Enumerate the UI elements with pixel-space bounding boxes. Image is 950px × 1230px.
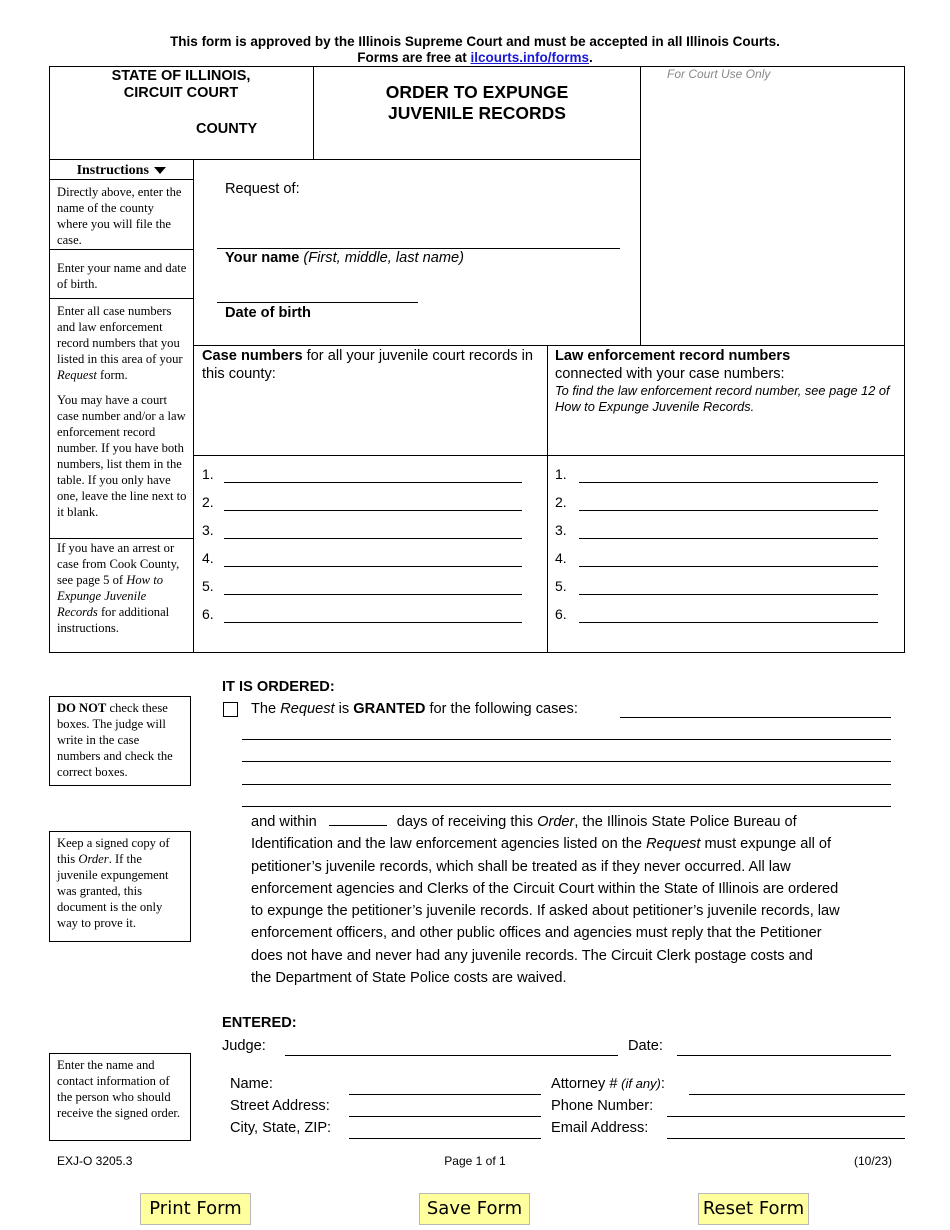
attorney-label (551, 1076, 665, 1092)
dob-line[interactable] (217, 302, 418, 303)
divider (49, 159, 641, 160)
granted-statement (251, 701, 578, 717)
granted-cases-line[interactable] (620, 717, 891, 718)
text: Enter all case numbers and law enforcement record numbers that you listed in this area of your (57, 304, 183, 366)
order-line: does not have and never had any juvenile records. The Circuit Clerk postage costs and (251, 947, 813, 964)
text: for all your juvenile court records in this county: (202, 348, 533, 382)
county-label: COUNTY (196, 121, 258, 137)
approval-notice: This form is approved by the Illinois Supreme Court and must be accepted in all Illinois Courts. (170, 34, 780, 49)
street-label: Street Address: (230, 1098, 330, 1114)
instruction-case-numbers-p1 (57, 303, 187, 383)
form-version: (10/23) (854, 1154, 893, 1168)
circuit-court-line: CIRCUIT COURT (123, 85, 239, 101)
triangle-down-icon (154, 167, 166, 174)
judge-line[interactable] (285, 1055, 618, 1056)
text: The (251, 701, 281, 717)
state-line: STATE OF ILLINOIS, (111, 68, 251, 84)
request-of-line[interactable] (217, 248, 620, 249)
text-strong: GRANTED (353, 701, 426, 717)
text-em: Request (57, 368, 97, 382)
text: Attorney # (551, 1076, 618, 1092)
text-em: To find the law enforcement record number, see page 12 of How to Expunge Juvenile Records. (555, 383, 890, 414)
record-number-line[interactable] (579, 622, 878, 623)
court-use-only-label: For Court Use Only (667, 67, 771, 81)
text: , the Illinois State Police Bureau of (574, 814, 797, 830)
order-line: enforcement officers, and other public offices and agencies must reply that the Petitioner (251, 925, 822, 942)
text: : (660, 1076, 665, 1092)
instruction-keep-copy (49, 831, 191, 942)
text: form. (96, 368, 128, 382)
text-em: Request (280, 701, 335, 717)
instruction-name-dob: Enter your name and date of birth. (50, 257, 193, 299)
forms-free-notice (0, 50, 950, 66)
text: and within (251, 814, 317, 830)
granted-cases-line[interactable] (242, 739, 891, 740)
reset-form-button[interactable]: Reset Form (698, 1193, 809, 1225)
form-title (314, 82, 640, 124)
case-number-line[interactable] (224, 482, 522, 483)
city-line[interactable] (349, 1138, 541, 1139)
text-em: (if any) (617, 1076, 661, 1091)
email-label: Email Address: (551, 1120, 649, 1136)
case-number-label: 3. (202, 522, 214, 538)
instruction-do-not-check (49, 696, 191, 786)
phone-label: Phone Number: (551, 1098, 654, 1114)
name-label: Name: (230, 1076, 273, 1092)
case-number-line[interactable] (224, 622, 522, 623)
case-number-label: 2. (202, 494, 214, 510)
divider (193, 159, 194, 653)
record-number-label: 4. (555, 550, 567, 566)
page-number: Page 1 of 1 (444, 1154, 506, 1168)
order-body (251, 811, 891, 989)
instruction-cook-county (50, 537, 193, 652)
forms-free-prefix: Forms are free at (357, 50, 471, 65)
days-line[interactable] (329, 812, 387, 826)
phone-line[interactable] (667, 1116, 905, 1117)
text: days of receiving this (392, 814, 538, 830)
order-line: enforcement agencies and Clerks of the Circuit Court within the State of Illinois are ordered (251, 880, 839, 897)
text-em: How to Expunge Juvenile Records (57, 573, 163, 619)
attorney-line[interactable] (689, 1094, 905, 1095)
forms-link[interactable]: ilcourts.info/forms (470, 50, 590, 65)
text-em: Order (537, 814, 575, 830)
case-number-label: 6. (202, 606, 214, 622)
divider (193, 455, 905, 456)
forms-free-suffix: . (589, 50, 593, 65)
instruction-county: Directly above, enter the name of the county where you will file the case. (50, 181, 193, 250)
text: Identification and the law enforcement agencies listed on the (251, 836, 647, 853)
case-number-line[interactable] (224, 538, 522, 539)
record-number-line[interactable] (579, 538, 878, 539)
divider (640, 66, 641, 346)
text-em: Order (78, 852, 109, 866)
text-em: Request (646, 836, 701, 853)
granted-cases-line[interactable] (242, 784, 891, 785)
form-id: EXJ-O 3205.3 (57, 1154, 133, 1168)
instruction-contact: Enter the name and contact information of the person who should receive the signed order. (49, 1053, 191, 1141)
record-number-line[interactable] (579, 482, 878, 483)
court-heading (50, 68, 312, 102)
case-number-line[interactable] (224, 566, 522, 567)
text: for additional instructions. (57, 605, 170, 635)
save-form-button[interactable]: Save Form (419, 1193, 530, 1225)
case-number-label: 4. (202, 550, 214, 566)
divider (547, 345, 548, 653)
order-line (251, 833, 891, 855)
order-line: the Department of State Police costs are waived. (251, 970, 567, 987)
granted-checkbox[interactable] (223, 702, 238, 717)
record-number-label: 3. (555, 522, 567, 538)
case-number-label: 5. (202, 578, 214, 594)
dob-label: Date of birth (225, 305, 311, 321)
text-strong: Your name (225, 250, 300, 266)
date-label: Date: (628, 1038, 663, 1054)
date-line[interactable] (677, 1055, 891, 1056)
instructions-heading-label: Instructions (76, 163, 149, 178)
text: If you have an arrest or case from Cook County, see page 5 of (57, 541, 180, 587)
print-form-button[interactable]: Print Form (140, 1193, 251, 1225)
email-line[interactable] (667, 1138, 905, 1139)
text: must expunge all of (700, 836, 832, 853)
case-number-label: 1. (202, 466, 214, 482)
text: Keep a signed copy of this (57, 836, 170, 866)
entered-heading: ENTERED: (222, 1015, 297, 1031)
name-line[interactable] (349, 1094, 541, 1095)
order-line (251, 811, 891, 833)
street-line[interactable] (349, 1116, 541, 1117)
instruction-case-numbers-p2: You may have a court case number and/or a law enforcement record number. If you have both numbers, list them in the table. If you only have one, leave the line next to it blank. (57, 393, 187, 519)
instructions-heading (50, 161, 193, 180)
text-strong: Law enforcement record numbers (555, 348, 791, 364)
text: check these boxes. The judge will write in the case numbers and check the correct boxes. (57, 701, 173, 779)
text: is (334, 701, 354, 717)
text-strong: Case numbers (202, 348, 303, 364)
text: connected with your case numbers: (555, 366, 785, 382)
case-numbers-header (202, 347, 544, 383)
record-number-label: 1. (555, 466, 567, 482)
law-enforcement-header (555, 347, 900, 415)
record-number-line[interactable] (579, 594, 878, 595)
record-number-label: 5. (555, 578, 567, 594)
instruction-case-numbers (50, 300, 193, 539)
text: . If the juvenile expungement was granted, this document is the only way to prove it. (57, 852, 169, 930)
form-title-line1: ORDER TO EXPUNGE (385, 82, 569, 102)
form-title-line2: JUVENILE RECORDS (388, 103, 566, 123)
text-strong: DO NOT (57, 701, 107, 715)
record-number-line[interactable] (579, 510, 878, 511)
order-line: petitioner’s juvenile records, which shall be treated as if they never occurred. All law (251, 858, 791, 875)
granted-cases-line[interactable] (242, 761, 891, 762)
city-label: City, State, ZIP: (230, 1120, 332, 1136)
case-number-line[interactable] (224, 594, 522, 595)
order-heading: IT IS ORDERED: (222, 679, 335, 695)
record-number-label: 6. (555, 606, 567, 622)
text-em: (First, middle, last name) (299, 250, 464, 266)
case-number-line[interactable] (224, 510, 522, 511)
text: for the following cases: (425, 701, 578, 717)
divider (193, 345, 905, 346)
request-of-label: Request of: (225, 181, 300, 197)
record-number-label: 2. (555, 494, 567, 510)
order-line: to expunge the petitioner’s juvenile records. If asked about petitioner’s juvenile records, law (251, 903, 840, 920)
granted-cases-line[interactable] (242, 806, 891, 807)
your-name-label (225, 250, 464, 266)
record-number-line[interactable] (579, 566, 878, 567)
judge-label: Judge: (222, 1038, 266, 1054)
